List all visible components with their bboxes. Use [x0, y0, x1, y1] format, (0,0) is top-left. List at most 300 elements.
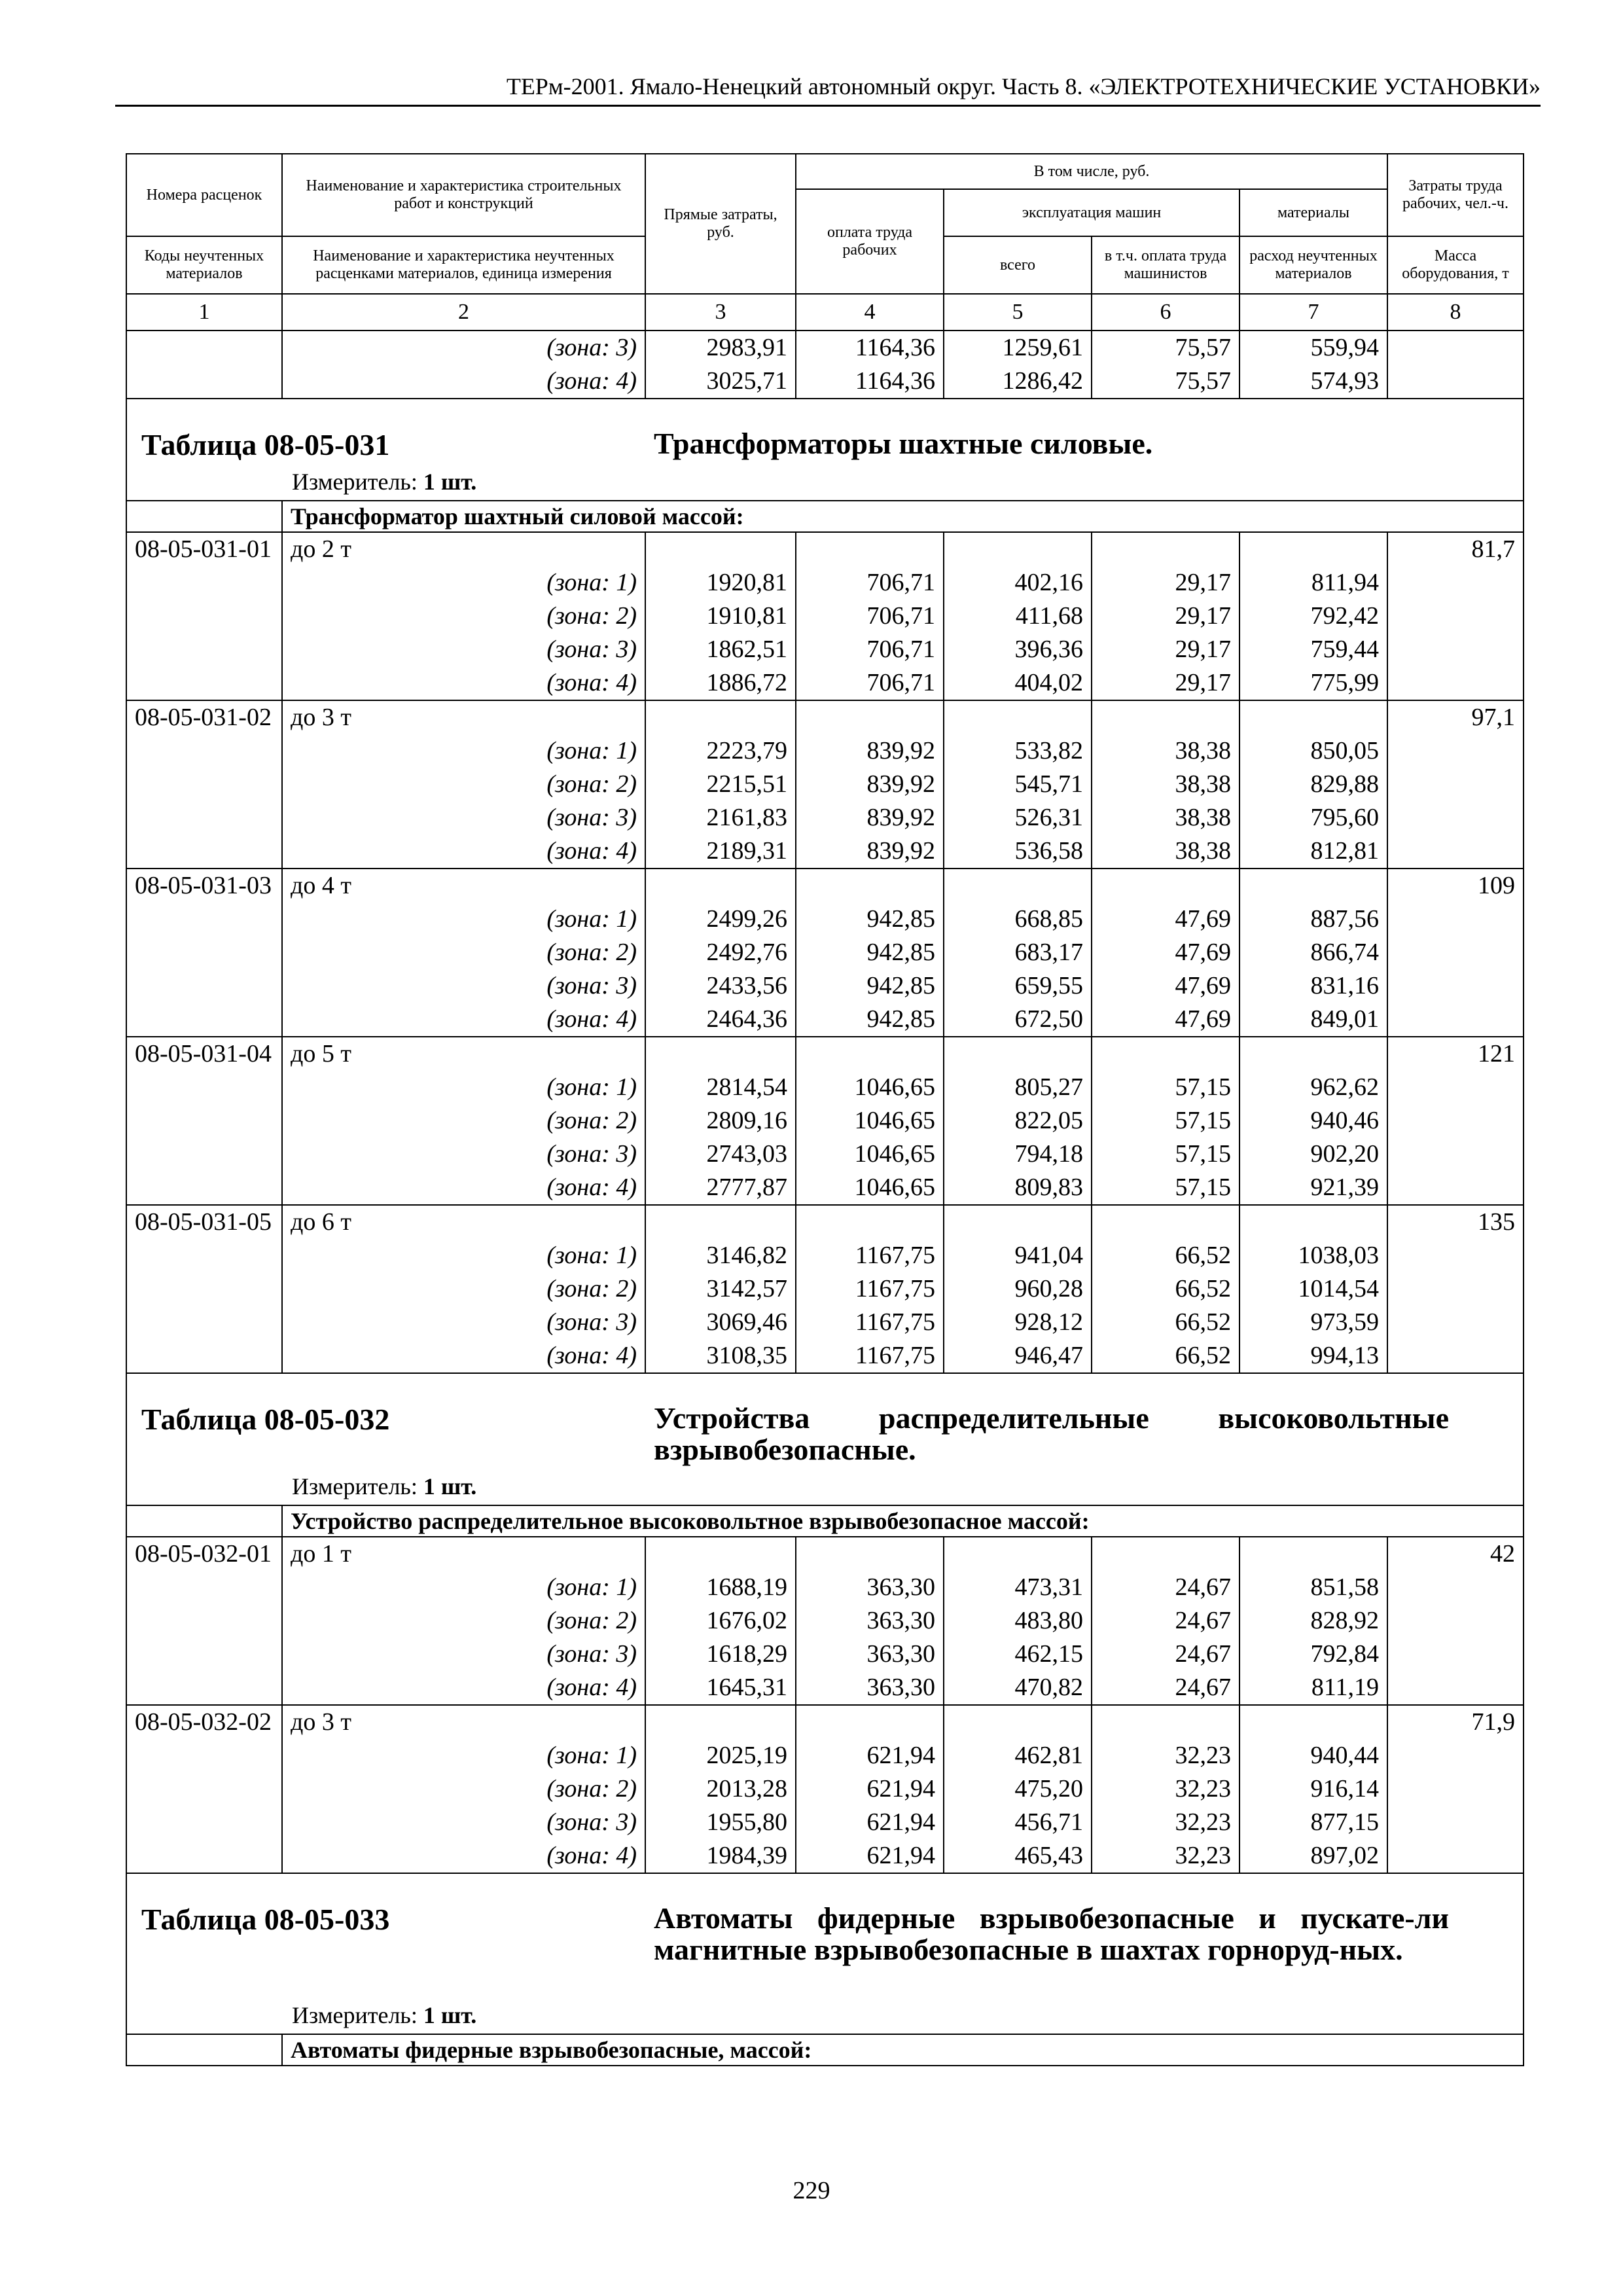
zone-label: (зона: 1) [282, 734, 645, 768]
operator-labor-cost: 57,15 [1092, 1171, 1240, 1205]
direct-cost: 2189,31 [645, 834, 796, 869]
mass-cell [1387, 633, 1524, 666]
code-cell [126, 331, 282, 365]
unit-value: 1 шт. [423, 469, 477, 495]
zone-label: (зона: 1) [282, 1571, 645, 1604]
col-number: 4 [796, 294, 944, 331]
machine-cost: 672,50 [944, 1003, 1092, 1037]
equipment-mass: 42 [1387, 1537, 1524, 1571]
code-cell [126, 1272, 282, 1306]
table-row [126, 834, 1524, 869]
section-header [126, 399, 1524, 501]
mass-cell [1387, 1571, 1524, 1604]
table-label: Таблица 08-05-032 [141, 1403, 390, 1436]
operator-labor-cost: 32,23 [1092, 1772, 1240, 1806]
item-row [126, 700, 1524, 734]
operator-labor-cost: 29,17 [1092, 600, 1240, 633]
table-row [126, 1638, 1524, 1671]
table-row [126, 801, 1524, 834]
col-mat-sub-header: расход неучтенных материалов [1240, 236, 1387, 294]
direct-cost: 3108,35 [645, 1339, 796, 1373]
zone-label: (зона: 2) [282, 600, 645, 633]
code-cell [126, 1339, 282, 1373]
section-box [127, 1874, 1523, 2034]
operator-labor-cost: 57,15 [1092, 1071, 1240, 1104]
labor-cost: 839,92 [796, 768, 944, 801]
rate-code: 08-05-031-01 [126, 532, 282, 566]
direct-cost: 2814,54 [645, 1071, 796, 1104]
material-cost: 973,59 [1240, 1306, 1387, 1339]
direct-cost: 1984,39 [645, 1839, 796, 1873]
operator-labor-cost: 24,67 [1092, 1571, 1240, 1604]
zone-label: (зона: 3) [282, 1806, 645, 1839]
item-row [126, 1537, 1524, 1571]
machine-cost: 456,71 [944, 1806, 1092, 1839]
code-cell [126, 768, 282, 801]
operator-labor-cost: 66,52 [1092, 1306, 1240, 1339]
unit-of-measure [292, 1472, 476, 1501]
rate-code: 08-05-031-05 [126, 1205, 282, 1239]
empty-cell [1092, 1705, 1240, 1739]
operator-labor-cost: 57,15 [1092, 1104, 1240, 1138]
direct-cost: 2433,56 [645, 969, 796, 1003]
zone-label: (зона: 1) [282, 566, 645, 600]
labor-cost: 1164,36 [796, 365, 944, 399]
unit-value: 1 шт. [423, 2002, 477, 2028]
table-row [126, 768, 1524, 801]
machine-cost: 536,58 [944, 834, 1092, 869]
mass-cell [1387, 1272, 1524, 1306]
code-cell [126, 936, 282, 969]
machine-cost: 545,71 [944, 768, 1092, 801]
labor-cost: 1046,65 [796, 1071, 944, 1104]
mass-cell [1387, 1638, 1524, 1671]
material-cost: 811,19 [1240, 1671, 1387, 1705]
material-cost: 887,56 [1240, 903, 1387, 936]
empty-cell [796, 1705, 944, 1739]
material-cost: 940,46 [1240, 1104, 1387, 1138]
table-row [126, 1272, 1524, 1306]
code-cell [126, 1671, 282, 1705]
empty-cell [1240, 532, 1387, 566]
col-materials-header: материалы [1240, 189, 1387, 236]
mass-cell [1387, 834, 1524, 869]
operator-labor-cost: 75,57 [1092, 331, 1240, 365]
machine-cost: 396,36 [944, 633, 1092, 666]
equipment-mass: 121 [1387, 1037, 1524, 1071]
empty-cell [1092, 869, 1240, 903]
group-row [126, 1505, 1524, 1537]
labor-cost: 621,94 [796, 1806, 944, 1839]
table-row [126, 1171, 1524, 1205]
code-cell [126, 1003, 282, 1037]
direct-cost: 3025,71 [645, 365, 796, 399]
table-row [126, 331, 1524, 365]
zone-label: (зона: 3) [282, 331, 645, 365]
empty-cell [1092, 1205, 1240, 1239]
machine-cost: 794,18 [944, 1138, 1092, 1171]
material-cost: 831,16 [1240, 969, 1387, 1003]
labor-cost: 942,85 [796, 936, 944, 969]
empty-cell [1240, 700, 1387, 734]
labor-cost: 706,71 [796, 566, 944, 600]
labor-cost: 363,30 [796, 1671, 944, 1705]
table-row [126, 1003, 1524, 1037]
direct-cost: 2161,83 [645, 801, 796, 834]
table-row [126, 566, 1524, 600]
code-cell [126, 1104, 282, 1138]
material-cost: 877,15 [1240, 1806, 1387, 1839]
empty-cell [944, 532, 1092, 566]
machine-cost: 404,02 [944, 666, 1092, 700]
item-name: до 1 т [282, 1537, 645, 1571]
table-row [126, 734, 1524, 768]
operator-labor-cost: 24,67 [1092, 1671, 1240, 1705]
code-cell [126, 903, 282, 936]
section-header [126, 1373, 1524, 1505]
empty-cell [1240, 1037, 1387, 1071]
code-cell [126, 1739, 282, 1772]
mass-cell [1387, 566, 1524, 600]
zone-label: (зона: 2) [282, 936, 645, 969]
section-header-row [126, 399, 1524, 501]
mass-cell [1387, 969, 1524, 1003]
col-code-sub-header: Коды неучтенных материалов [126, 236, 282, 294]
table-title: Автоматы фидерные взрывобезопасные и пускате-ли магнитные взрывобезопасные в шахтах горноруд-ных. [654, 1901, 1449, 1966]
labor-cost: 1046,65 [796, 1171, 944, 1205]
mass-cell [1387, 1772, 1524, 1806]
table-row [126, 1839, 1524, 1873]
empty-cell [796, 869, 944, 903]
direct-cost: 3142,57 [645, 1272, 796, 1306]
col-number: 8 [1387, 294, 1524, 331]
direct-cost: 1920,81 [645, 566, 796, 600]
material-cost: 574,93 [1240, 365, 1387, 399]
zone-label: (зона: 1) [282, 1239, 645, 1272]
machine-cost: 465,43 [944, 1839, 1092, 1873]
empty-cell [796, 1205, 944, 1239]
mass-cell [1387, 801, 1524, 834]
empty-cell [796, 532, 944, 566]
operator-labor-cost: 57,15 [1092, 1138, 1240, 1171]
mass-cell [1387, 734, 1524, 768]
material-cost: 795,60 [1240, 801, 1387, 834]
direct-cost: 1618,29 [645, 1638, 796, 1671]
empty-cell [645, 869, 796, 903]
material-cost: 812,81 [1240, 834, 1387, 869]
labor-cost: 1167,75 [796, 1239, 944, 1272]
operator-labor-cost: 32,23 [1092, 1806, 1240, 1839]
mass-cell [1387, 1671, 1524, 1705]
direct-cost: 2025,19 [645, 1739, 796, 1772]
mass-cell [1387, 1739, 1524, 1772]
table-row [126, 1306, 1524, 1339]
item-row [126, 1705, 1524, 1739]
mass-cell [1387, 936, 1524, 969]
material-cost: 849,01 [1240, 1003, 1387, 1037]
operator-labor-cost: 47,69 [1092, 903, 1240, 936]
col-name-sub-header: Наименование и характеристика неучтенных расценками материалов, единица измерения [282, 236, 645, 294]
mass-cell [1387, 1839, 1524, 1873]
group-title: Устройство распределительное высоковольтное взрывобезопасное массой: [282, 1505, 1524, 1537]
operator-labor-cost: 32,23 [1092, 1839, 1240, 1873]
code-cell [126, 1604, 282, 1638]
operator-labor-cost: 24,67 [1092, 1638, 1240, 1671]
material-cost: 1014,54 [1240, 1272, 1387, 1306]
direct-cost: 1886,72 [645, 666, 796, 700]
table-header [126, 154, 1524, 331]
operator-labor-cost: 38,38 [1092, 801, 1240, 834]
material-cost: 940,44 [1240, 1739, 1387, 1772]
mass-cell [1387, 1239, 1524, 1272]
operator-labor-cost: 47,69 [1092, 936, 1240, 969]
item-row [126, 1037, 1524, 1071]
table-title: Трансформаторы шахтные силовые. [654, 427, 1153, 460]
col-labor-header: оплата труда рабочих [796, 189, 944, 294]
direct-cost: 2013,28 [645, 1772, 796, 1806]
empty-cell [1092, 700, 1240, 734]
col-mach-total-header: всего [944, 236, 1092, 294]
material-cost: 916,14 [1240, 1772, 1387, 1806]
direct-cost: 1688,19 [645, 1571, 796, 1604]
machine-cost: 1259,61 [944, 331, 1092, 365]
table-row [126, 1604, 1524, 1638]
labor-cost: 363,30 [796, 1571, 944, 1604]
labor-cost: 706,71 [796, 600, 944, 633]
machine-cost: 941,04 [944, 1239, 1092, 1272]
item-row [126, 869, 1524, 903]
group-row [126, 2034, 1524, 2066]
material-cost: 902,20 [1240, 1138, 1387, 1171]
empty-cell [645, 532, 796, 566]
equipment-mass: 135 [1387, 1205, 1524, 1239]
code-cell [126, 600, 282, 633]
group-code-cell [126, 501, 282, 532]
table-row [126, 1671, 1524, 1705]
empty-cell [944, 869, 1092, 903]
machine-cost: 473,31 [944, 1571, 1092, 1604]
col-incl-header: В том числе, руб. [796, 154, 1387, 189]
item-name: до 5 т [282, 1037, 645, 1071]
unit-of-measure [292, 2001, 476, 2030]
group-title: Трансформатор шахтный силовой массой: [282, 501, 1524, 532]
material-cost: 792,84 [1240, 1638, 1387, 1671]
zone-label: (зона: 4) [282, 1339, 645, 1373]
mass-cell [1387, 365, 1524, 399]
labor-cost: 706,71 [796, 666, 944, 700]
rate-code: 08-05-031-03 [126, 869, 282, 903]
item-name: до 3 т [282, 700, 645, 734]
empty-cell [944, 1537, 1092, 1571]
operator-labor-cost: 38,38 [1092, 768, 1240, 801]
zone-label: (зона: 3) [282, 1138, 645, 1171]
machine-cost: 683,17 [944, 936, 1092, 969]
direct-cost: 2492,76 [645, 936, 796, 969]
machine-cost: 462,81 [944, 1739, 1092, 1772]
direct-cost: 2499,26 [645, 903, 796, 936]
unit-prefix: Измеритель: [292, 1473, 423, 1499]
mass-cell [1387, 1104, 1524, 1138]
col-direct-header: Прямые затраты, руб. [645, 154, 796, 294]
material-cost: 792,42 [1240, 600, 1387, 633]
labor-cost: 706,71 [796, 633, 944, 666]
code-cell [126, 633, 282, 666]
mass-cell [1387, 331, 1524, 365]
item-row [126, 532, 1524, 566]
price-table [126, 153, 1524, 2066]
machine-cost: 470,82 [944, 1671, 1092, 1705]
machine-cost: 659,55 [944, 969, 1092, 1003]
table-row [126, 1806, 1524, 1839]
material-cost: 897,02 [1240, 1839, 1387, 1873]
col-number: 1 [126, 294, 282, 331]
direct-cost: 2464,36 [645, 1003, 796, 1037]
operator-labor-cost: 47,69 [1092, 969, 1240, 1003]
labor-cost: 363,30 [796, 1638, 944, 1671]
empty-cell [645, 1705, 796, 1739]
zone-label: (зона: 4) [282, 666, 645, 700]
labor-cost: 1046,65 [796, 1138, 944, 1171]
empty-cell [645, 700, 796, 734]
item-name: до 2 т [282, 532, 645, 566]
operator-labor-cost: 38,38 [1092, 834, 1240, 869]
operator-labor-cost: 66,52 [1092, 1239, 1240, 1272]
col-number: 5 [944, 294, 1092, 331]
table-row [126, 936, 1524, 969]
rate-code: 08-05-032-02 [126, 1705, 282, 1739]
labor-cost: 839,92 [796, 734, 944, 768]
col-number: 2 [282, 294, 645, 331]
zone-label: (зона: 2) [282, 1104, 645, 1138]
material-cost: 1038,03 [1240, 1239, 1387, 1272]
col-mach-labor-header: в т.ч. оплата труда машинистов [1092, 236, 1240, 294]
labor-cost: 1164,36 [796, 331, 944, 365]
section-header [126, 1873, 1524, 2034]
zone-label: (зона: 1) [282, 1739, 645, 1772]
machine-cost: 533,82 [944, 734, 1092, 768]
direct-cost: 3146,82 [645, 1239, 796, 1272]
direct-cost: 2743,03 [645, 1138, 796, 1171]
zone-label: (зона: 1) [282, 1071, 645, 1104]
code-cell [126, 969, 282, 1003]
col-name-header: Наименование и характеристика строительных работ и конструкций [282, 154, 645, 236]
zone-label: (зона: 3) [282, 969, 645, 1003]
code-cell [126, 365, 282, 399]
col-machines-header: эксплуатация машин [944, 189, 1240, 236]
group-code-cell [126, 2034, 282, 2066]
code-cell [126, 566, 282, 600]
code-cell [126, 1839, 282, 1873]
mass-cell [1387, 768, 1524, 801]
empty-cell [944, 700, 1092, 734]
equipment-mass: 71,9 [1387, 1705, 1524, 1739]
machine-cost: 526,31 [944, 801, 1092, 834]
equipment-mass: 109 [1387, 869, 1524, 903]
empty-cell [944, 1037, 1092, 1071]
operator-labor-cost: 29,17 [1092, 633, 1240, 666]
material-cost: 759,44 [1240, 633, 1387, 666]
zone-label: (зона: 3) [282, 633, 645, 666]
table-row [126, 365, 1524, 399]
table-row [126, 1739, 1524, 1772]
operator-labor-cost: 38,38 [1092, 734, 1240, 768]
table-title: Устройства распределительные высоковольтные взрывобезопасные. [654, 1401, 1449, 1466]
empty-cell [1240, 869, 1387, 903]
empty-cell [796, 1037, 944, 1071]
equipment-mass: 97,1 [1387, 700, 1524, 734]
table-row [126, 633, 1524, 666]
empty-cell [645, 1037, 796, 1071]
code-cell [126, 1638, 282, 1671]
direct-cost: 2215,51 [645, 768, 796, 801]
item-row [126, 1205, 1524, 1239]
zone-label: (зона: 4) [282, 1839, 645, 1873]
equipment-mass: 81,7 [1387, 532, 1524, 566]
zone-label: (зона: 4) [282, 1171, 645, 1205]
col-number: 3 [645, 294, 796, 331]
table-row [126, 600, 1524, 633]
rate-code: 08-05-032-01 [126, 1537, 282, 1571]
table-row [126, 1104, 1524, 1138]
material-cost: 775,99 [1240, 666, 1387, 700]
table-label: Таблица 08-05-031 [141, 428, 390, 461]
labor-cost: 942,85 [796, 1003, 944, 1037]
table-row [126, 1772, 1524, 1806]
group-row [126, 501, 1524, 532]
code-cell [126, 1772, 282, 1806]
empty-cell [645, 1537, 796, 1571]
col-code-header: Номера расценок [126, 154, 282, 236]
table-body [126, 331, 1524, 2066]
operator-labor-cost: 32,23 [1092, 1739, 1240, 1772]
section-header-row [126, 1873, 1524, 2034]
labor-cost: 839,92 [796, 834, 944, 869]
material-cost: 921,39 [1240, 1171, 1387, 1205]
zone-label: (зона: 1) [282, 903, 645, 936]
code-cell [126, 1571, 282, 1604]
machine-cost: 411,68 [944, 600, 1092, 633]
zone-label: (зона: 2) [282, 1772, 645, 1806]
unit-prefix: Измеритель: [292, 469, 423, 495]
labor-cost: 839,92 [796, 801, 944, 834]
mass-cell [1387, 1003, 1524, 1037]
mass-cell [1387, 1339, 1524, 1373]
direct-cost: 1955,80 [645, 1806, 796, 1839]
material-cost: 994,13 [1240, 1339, 1387, 1373]
empty-cell [1092, 1537, 1240, 1571]
direct-cost: 1910,81 [645, 600, 796, 633]
mass-cell [1387, 1806, 1524, 1839]
direct-cost: 2809,16 [645, 1104, 796, 1138]
zone-label: (зона: 2) [282, 1272, 645, 1306]
empty-cell [1092, 532, 1240, 566]
zone-label: (зона: 4) [282, 365, 645, 399]
material-cost: 866,74 [1240, 936, 1387, 969]
table-row [126, 969, 1524, 1003]
machine-cost: 1286,42 [944, 365, 1092, 399]
material-cost: 850,05 [1240, 734, 1387, 768]
code-cell [126, 834, 282, 869]
empty-cell [1240, 1205, 1387, 1239]
col-mass-header: Масса оборудования, т [1387, 236, 1524, 294]
mass-cell [1387, 1071, 1524, 1104]
labor-cost: 1046,65 [796, 1104, 944, 1138]
mass-cell [1387, 1171, 1524, 1205]
rate-code: 08-05-031-04 [126, 1037, 282, 1071]
empty-cell [645, 1205, 796, 1239]
zone-label: (зона: 4) [282, 1671, 645, 1705]
operator-labor-cost: 66,52 [1092, 1272, 1240, 1306]
